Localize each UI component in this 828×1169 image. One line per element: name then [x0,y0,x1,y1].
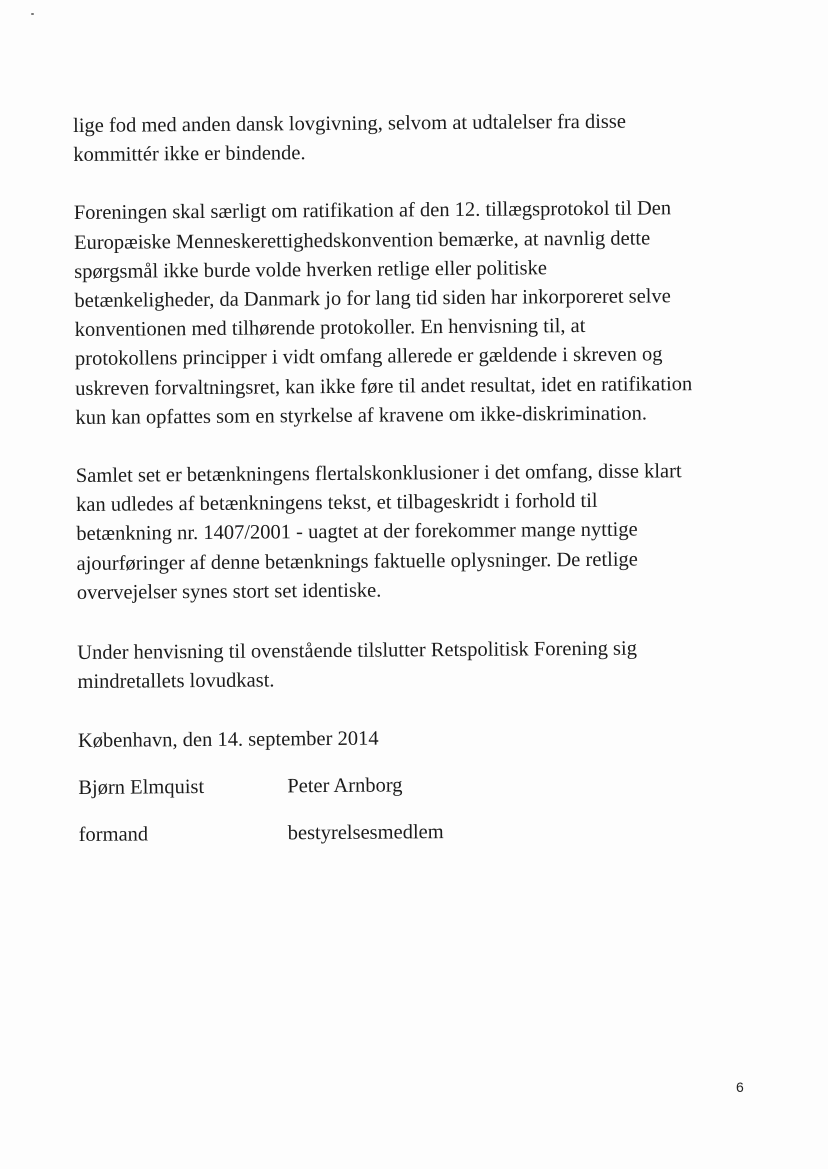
text-line: lige fod med anden dansk lovgivning, selvom at udtalelser fra disse [73,110,626,137]
text-line: kun kan opfattes som en styrkelse af kravene om ikke-diskrimination. [75,402,648,429]
paragraph-continuation [73,107,753,171]
text-line: betænkning nr. 1407/2001 - uagtet at der forekommer mange nyttige [76,519,638,546]
text-line: overvejelser synes stort set identiske. [76,579,382,604]
text-line: Europæiske Menneskerettighedskonvention bemærke, at navnlig dette [73,227,651,254]
text-line: ajourføringer af denne betænknings faktuelle oplysninger. De retlige [76,548,638,575]
paragraph-summary [76,457,757,608]
text-line: betænkeligheder, da Danmark jo for lang tid siden har inkorporeret selve [74,285,671,313]
signatory-name: Bjørn Elmquist [78,776,205,800]
letter-body [73,107,759,851]
scan-speck [31,13,34,15]
page-number: 6 [736,1079,744,1095]
text-line: kommittér ikke er bindende. [73,142,306,167]
place-and-date: København, den 14. september 2014 [77,728,379,753]
paragraph-conclusion [77,634,757,698]
text-line: protokollens principper i vidt omfang allerede er gældende i skreven og [74,343,663,371]
signatory-name: Peter Arnborg [287,774,403,798]
signatory-title: formand [78,823,149,847]
text-line: spørgsmål ikke burde volde hverken retlige eller politiske [74,257,548,283]
signature-titles [79,816,759,850]
text-line: konventionen med tilhørende protokoller. En henvisning til, at [74,315,586,342]
text-line: Samlet set er betænkningens flertalskonklusioner i det omfang, disse klart [75,460,682,488]
signature-names [78,769,758,803]
text-line: mindretallets lovudkast. [77,669,275,694]
text-line: uskreven forvaltningsret, kan ikke føre til andet resultat, idet en ratifikation [75,372,693,400]
text-line: Under henvisning til ovenstående tilslutter Retspolitisk Forening sig [77,637,638,665]
text-line: kan udledes af betænkningens tekst, et tilbageskridt i forhold til [76,490,598,517]
text-line: Foreningen skal særligt om ratifikation af den 12. tillægsprotokol til Den [73,197,672,225]
signatory-title: bestyrelsesmedlem [287,821,444,845]
paragraph-ratification [74,194,756,433]
